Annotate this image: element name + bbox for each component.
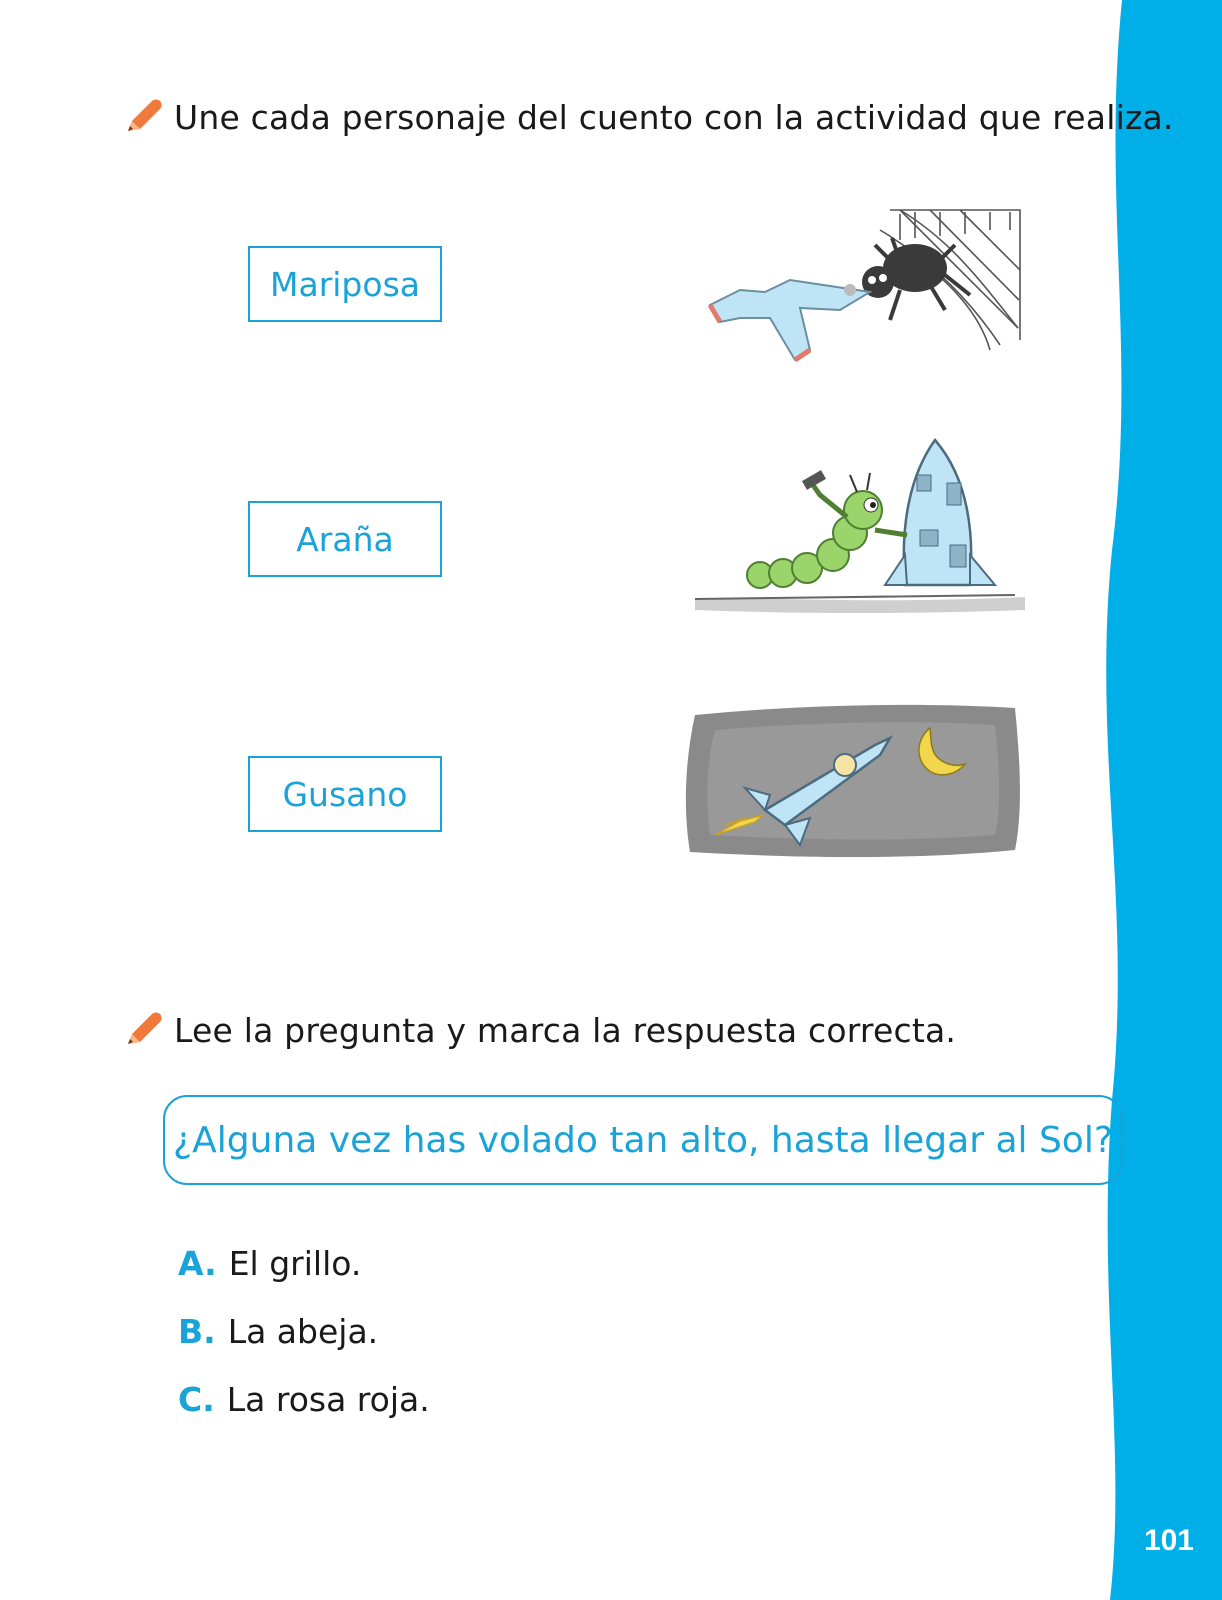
word-box-arana[interactable]: Araña: [248, 501, 442, 577]
page-number: 101: [1143, 1524, 1194, 1557]
pencil-icon: [120, 95, 164, 139]
instruction-question: [120, 1008, 956, 1052]
question-box: ¿Alguna vez has volado tan alto, hasta llegar al Sol?: [163, 1095, 1123, 1185]
instruction-text: Une cada personaje del cuento con la actividad que realiza.: [174, 97, 1174, 137]
option-letter: C.: [178, 1380, 215, 1419]
option-text: La abeja.: [227, 1312, 379, 1351]
pencil-icon: [120, 1008, 164, 1052]
spider-sewing-illustration[interactable]: [700, 200, 1030, 380]
instruction-match: [120, 95, 1174, 139]
option-letter: A.: [178, 1244, 217, 1283]
instruction-text: Lee la pregunta y marca la respuesta correcta.: [174, 1010, 957, 1050]
word-box-mariposa[interactable]: Mariposa: [248, 246, 442, 322]
option-letter: B.: [178, 1312, 216, 1351]
option-text: La rosa roja.: [226, 1380, 430, 1419]
caterpillar-building-rocket-illustration[interactable]: [695, 435, 1025, 620]
word-box-gusano[interactable]: Gusano: [248, 756, 442, 832]
option-c[interactable]: [178, 1380, 430, 1419]
option-text: El grillo.: [228, 1244, 362, 1283]
option-a[interactable]: [178, 1244, 361, 1283]
option-b[interactable]: [178, 1312, 378, 1351]
rocket-flying-night-illustration[interactable]: [675, 700, 1025, 870]
side-decoration-band: [1092, 0, 1222, 1600]
